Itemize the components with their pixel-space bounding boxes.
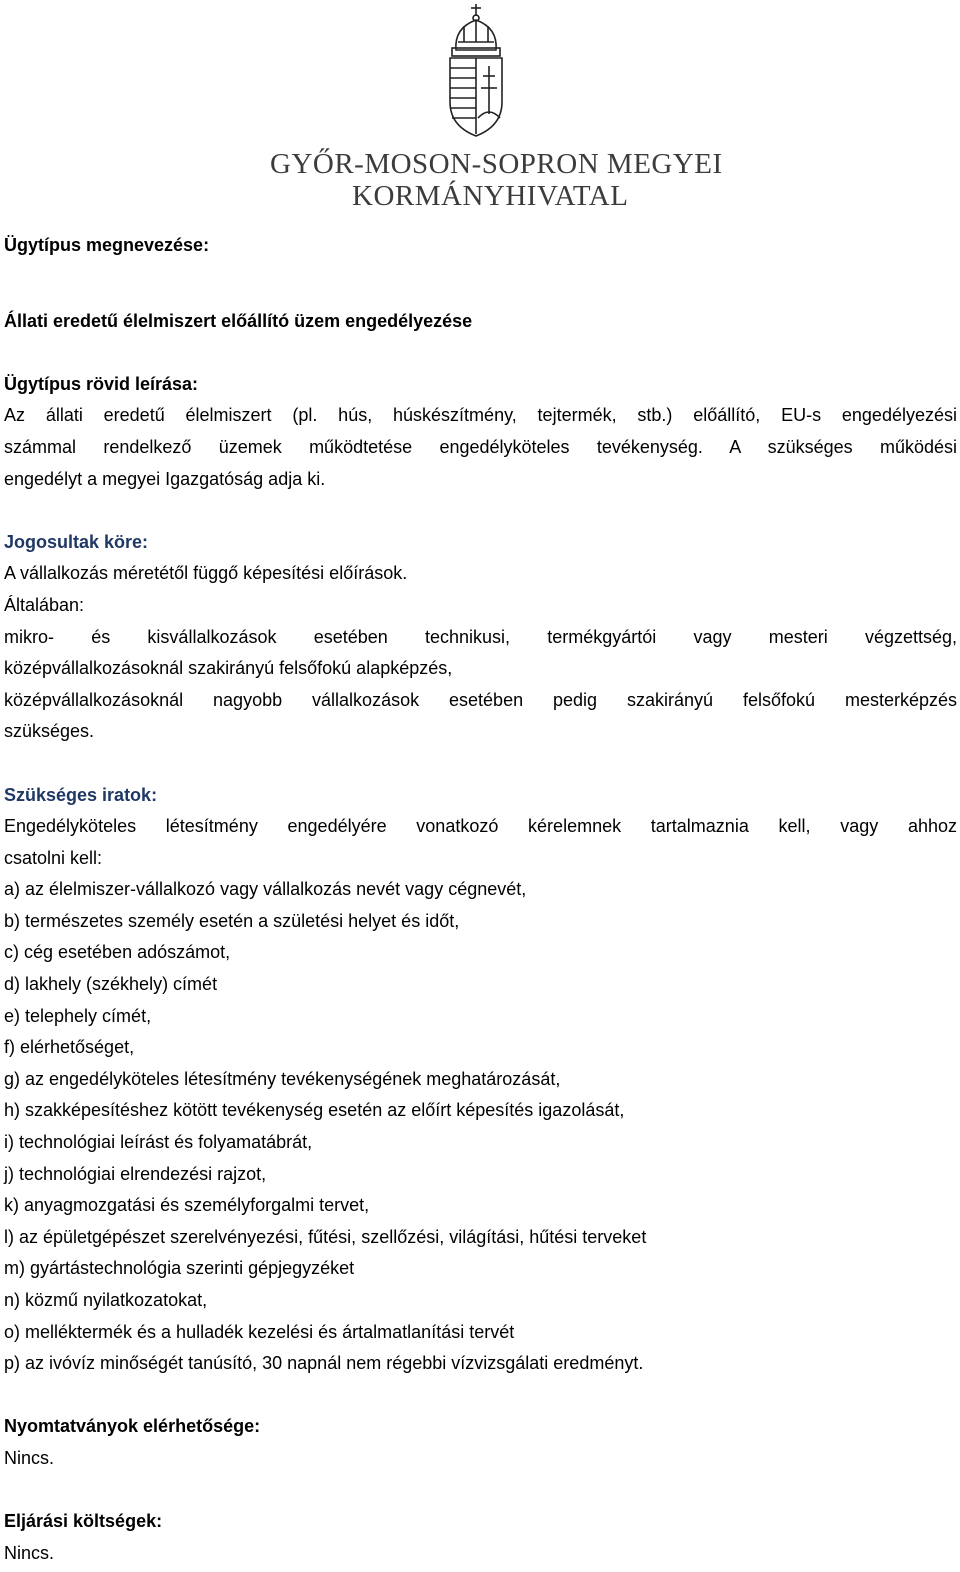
ugytipus-heading: Ügytípus megnevezése: <box>4 235 210 255</box>
ugytipus-title: Állati eredetű élelmiszert előállító üzem engedélyezése <box>4 310 473 331</box>
leiras-line: Az állati eredetű élelmiszert (pl. hús, húskészítmény, tejtermék, stb.) előállító, EU-s engedélyezési <box>4 405 957 426</box>
jogosultak-line: szükséges. <box>4 721 95 742</box>
iratok-item: g) az engedélyköteles létesítmény tevékenységének meghatározását, <box>4 1068 561 1089</box>
leiras-heading: Ügytípus rövid leírása: <box>4 373 199 394</box>
nyomtatvanyok-value: Nincs. <box>4 1447 55 1468</box>
leiras-line: számmal rendelkező üzemek működtetése engedélyköteles tevékenység. A szükséges működési <box>4 436 957 457</box>
nyomtatvanyok-heading: Nyomtatványok elérhetősége: <box>4 1416 261 1437</box>
leiras-line: engedélyt a megyei Igazgatóság adja ki. <box>4 468 326 489</box>
jogosultak-line: Általában: <box>4 594 85 615</box>
iratok-intro-line: Engedélyköteles létesítmény engedélyére vonatkozó kérelemnek tartalmaznia kell, vagy ahhoz <box>4 816 957 837</box>
iratok-item: h) szakképesítéshez kötött tevékenység esetén az előírt képesítés igazolását, <box>4 1100 625 1121</box>
page-header <box>0 0 960 215</box>
iratok-item: b) természetes személy esetén a születési helyet és időt, <box>4 910 460 931</box>
iratok-item: a) az élelmiszer-vállalkozó vagy vállalkozás nevét vagy cégnevét, <box>4 879 527 900</box>
iratok-item: m) gyártástechnológia szerinti gépjegyzéket <box>4 1258 355 1279</box>
iratok-item: i) technológiai leírást és folyamatábrát, <box>4 1132 313 1153</box>
koltsegek-value: Nincs. <box>4 1542 55 1563</box>
jogosultak-line: középvállalkozásoknál nagyobb vállalkozások esetében pedig szakirányú felsőfokú mesterképzés <box>4 689 957 710</box>
iratok-intro-line: csatolni kell: <box>4 847 103 868</box>
document-body <box>4 230 957 1569</box>
iratok-item: p) az ivóvíz minőségét tanúsító, 30 napnál nem régebbi vízvizsgálati eredményt. <box>4 1353 644 1374</box>
jogosultak-heading: Jogosultak köre: <box>4 531 149 552</box>
iratok-item: o) melléktermék és a hulladék kezelési és ártalmatlanítási tervét <box>4 1321 515 1342</box>
iratok-item: c) cég esetében adószámot, <box>4 942 231 963</box>
jogosultak-line: középvállalkozásoknál szakirányú felsőfokú alapképzés, <box>4 658 453 679</box>
iratok-item: e) telephely címét, <box>4 1005 152 1026</box>
iratok-item: n) közmű nyilatkozatokat, <box>4 1290 208 1310</box>
iratok-item: l) az épületgépészet szerelvényezési, fűtési, szellőzési, világítási, hűtési terveket <box>4 1226 647 1247</box>
jogosultak-line: mikro- és kisvállalkozások esetében technikusi, termékgyártói vagy mesteri végzettség, <box>4 626 957 647</box>
coat-of-arms-logo <box>444 2 516 140</box>
jogosultak-line: A vállalkozás méretétől függő képesítési előírások. <box>4 563 408 584</box>
iratok-item: k) anyagmozgatási és személyforgalmi tervet, <box>4 1195 370 1216</box>
org-name-line-2: KORMÁNYHIVATAL <box>352 180 629 212</box>
koltsegek-heading: Eljárási költségek: <box>4 1511 163 1532</box>
iratok-item: f) elérhetőséget, <box>4 1037 135 1058</box>
iratok-item: j) technológiai elrendezési rajzot, <box>4 1163 267 1184</box>
org-name-line-1: GYŐR-MOSON-SOPRON MEGYEI <box>270 148 723 180</box>
iratok-item: d) lakhely (székhely) címét <box>4 974 218 995</box>
iratok-heading: Szükséges iratok: <box>4 784 158 805</box>
